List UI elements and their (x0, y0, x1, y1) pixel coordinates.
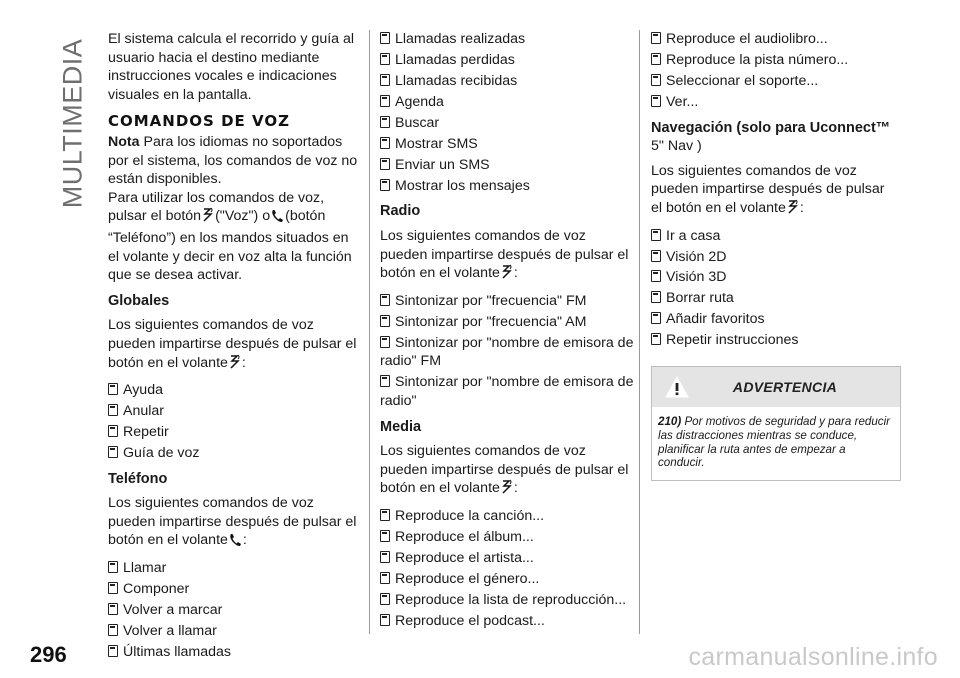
phone-icon (229, 533, 242, 553)
column-3 (651, 30, 899, 481)
list-item: Sintonizar por "nombre de emisora de radio" (380, 374, 634, 409)
note-text: Para los idiomas no soportados por el sistema, los comandos de voz no están disponibles. (108, 133, 358, 188)
globales-intro: Los siguientes comandos de voz pueden impartirse después de pulsar el botón en el volante : (108, 316, 360, 375)
list-item: Borrar ruta (651, 289, 899, 308)
radio-heading: Radio (380, 203, 421, 220)
radio-intro: Los siguientes comandos de voz pueden impartirse después de pulsar el botón en el volante : (380, 227, 635, 286)
list-item: Reproduce la pista número... (651, 51, 899, 70)
radio-list (380, 292, 635, 411)
list-item: Reproduce la canción... (380, 507, 635, 526)
checkbox-icon (380, 572, 390, 584)
voice-icon (787, 199, 799, 221)
nav-heading-sub: 5" Nav ) (651, 138, 702, 155)
checkbox-icon (108, 404, 118, 416)
checkbox-icon (380, 530, 390, 542)
globales-heading: Globales (108, 292, 170, 309)
warning-triangle-icon (665, 376, 689, 404)
checkbox-icon (108, 624, 118, 636)
usage-text: (botón “Teléfono”) en los mandos situados en el volante y decir en voz alta la función que se desea activar. (108, 208, 352, 284)
list-item: Anular (108, 402, 360, 421)
checkbox-icon (651, 333, 661, 345)
warning-body (652, 407, 900, 480)
list-item: Repetir instrucciones (651, 331, 899, 350)
usage-text: ("Voz") o (215, 208, 271, 225)
usage-text: Para utilizar los comandos de voz, pulsar el botón (108, 189, 325, 225)
list-item: Repetir (108, 423, 360, 442)
list-item: Agenda (380, 93, 635, 112)
phone-icon (271, 209, 284, 229)
column-divider (369, 30, 370, 634)
list-item: Volver a marcar (108, 601, 360, 620)
list-item: Ver... (651, 93, 899, 112)
list-item: Sintonizar por "frecuencia" FM (380, 292, 635, 311)
checkbox-icon (108, 425, 118, 437)
page-number: 296 (30, 642, 67, 667)
checkbox-icon (380, 158, 390, 170)
checkbox-icon (380, 294, 390, 306)
list-item: Visión 3D (651, 268, 899, 287)
warning-number: 210) (658, 415, 682, 429)
checkbox-icon (651, 74, 661, 86)
media-list-continued (651, 30, 899, 112)
checkbox-icon (651, 53, 661, 65)
section-label: MULTIMEDIA (57, 38, 88, 208)
checkbox-icon (651, 312, 661, 324)
checkbox-icon (380, 116, 390, 128)
column-divider (639, 30, 640, 634)
list-item: Reproduce el álbum... (380, 528, 635, 547)
list-item: Guía de voz (108, 444, 360, 463)
note-paragraph (108, 133, 360, 189)
telefono-heading: Teléfono (108, 470, 168, 487)
checkbox-icon (380, 315, 390, 327)
warning-box (651, 366, 901, 481)
voice-icon (501, 264, 513, 286)
list-item: Buscar (380, 114, 635, 133)
checkbox-icon (380, 53, 390, 65)
list-item: Reproduce la lista de reproducción... (380, 591, 635, 610)
nav-list (651, 227, 899, 351)
warning-text: Por motivos de seguridad y para reducir las distracciones mientras se conduce, planificar la ruta antes de empezar a conducir. (658, 415, 891, 470)
media-heading: Media (380, 418, 422, 435)
list-item: Reproduce el audiolibro... (651, 30, 899, 49)
intro-paragraph: El sistema calcula el recorrido y guía al usuario hacia el destino mediante instrucciones vocales e indicaciones visuales en la pantalla. (108, 31, 355, 103)
checkbox-icon (380, 32, 390, 44)
warning-title: ADVERTENCIA (732, 378, 838, 395)
watermark: carmanualsonline.info (688, 643, 938, 671)
list-item: Enviar un SMS (380, 156, 635, 175)
note-label: Nota (108, 133, 140, 150)
checkbox-icon (380, 336, 390, 348)
voice-icon (202, 207, 214, 229)
checkbox-icon (108, 446, 118, 458)
checkbox-icon (651, 270, 661, 282)
list-item: Llamadas realizadas (380, 30, 635, 49)
checkbox-icon (108, 561, 118, 573)
checkbox-icon (380, 375, 390, 387)
checkbox-icon (380, 593, 390, 605)
checkbox-icon (651, 229, 661, 241)
checkbox-icon (108, 645, 118, 657)
telefono-list-continued (380, 30, 635, 195)
checkbox-icon (380, 137, 390, 149)
usage-paragraph (108, 189, 360, 285)
checkbox-icon (380, 614, 390, 626)
checkbox-icon (108, 383, 118, 395)
list-item: Componer (108, 580, 360, 599)
checkbox-icon (108, 603, 118, 615)
list-item: Volver a llamar (108, 622, 360, 641)
column-2 (380, 30, 635, 633)
checkbox-icon (651, 250, 661, 262)
section-heading: COMANDOS DE VOZ (108, 112, 290, 131)
list-item: Añadir favoritos (651, 310, 899, 329)
checkbox-icon (108, 582, 118, 594)
list-item: Reproduce el género... (380, 570, 635, 589)
checkbox-icon (380, 74, 390, 86)
checkbox-icon (380, 509, 390, 521)
column-1 (108, 30, 360, 664)
list-item: Visión 2D (651, 248, 899, 267)
list-item: Sintonizar por "frecuencia" AM (380, 313, 635, 332)
list-item: Llamadas perdidas (380, 51, 635, 70)
checkbox-icon (380, 95, 390, 107)
voice-icon (229, 354, 241, 376)
list-item: Ayuda (108, 381, 360, 400)
checkbox-icon (651, 32, 661, 44)
telefono-intro: Los siguientes comandos de voz pueden impartirse después de pulsar el botón en el volante : (108, 494, 360, 553)
list-item: Reproduce el artista... (380, 549, 635, 568)
telefono-list (108, 559, 360, 662)
list-item: Llamar (108, 559, 360, 578)
nav-intro: Los siguientes comandos de voz pueden impartirse después de pulsar el botón en el volante : (651, 162, 899, 221)
media-list (380, 507, 635, 631)
media-intro: Los siguientes comandos de voz pueden impartirse después de pulsar el botón en el volante : (380, 442, 635, 501)
checkbox-icon (380, 179, 390, 191)
checkbox-icon (380, 551, 390, 563)
warning-header (652, 367, 900, 407)
list-item: Últimas llamadas (108, 643, 360, 662)
list-item: Sintonizar por "nombre de emisora de radio" FM (380, 334, 634, 370)
list-item: Mostrar SMS (380, 135, 635, 154)
list-item: Seleccionar el soporte... (651, 72, 899, 91)
list-item: Mostrar los mensajes (380, 177, 635, 196)
nav-heading: Navegación (solo para Uconnect™ (651, 119, 891, 136)
checkbox-icon (651, 95, 661, 107)
checkbox-icon (651, 291, 661, 303)
list-item: Ir a casa (651, 227, 899, 246)
list-item: Llamadas recibidas (380, 72, 635, 91)
globales-list (108, 381, 360, 463)
voice-icon (501, 479, 513, 501)
list-item: Reproduce el podcast... (380, 612, 635, 631)
